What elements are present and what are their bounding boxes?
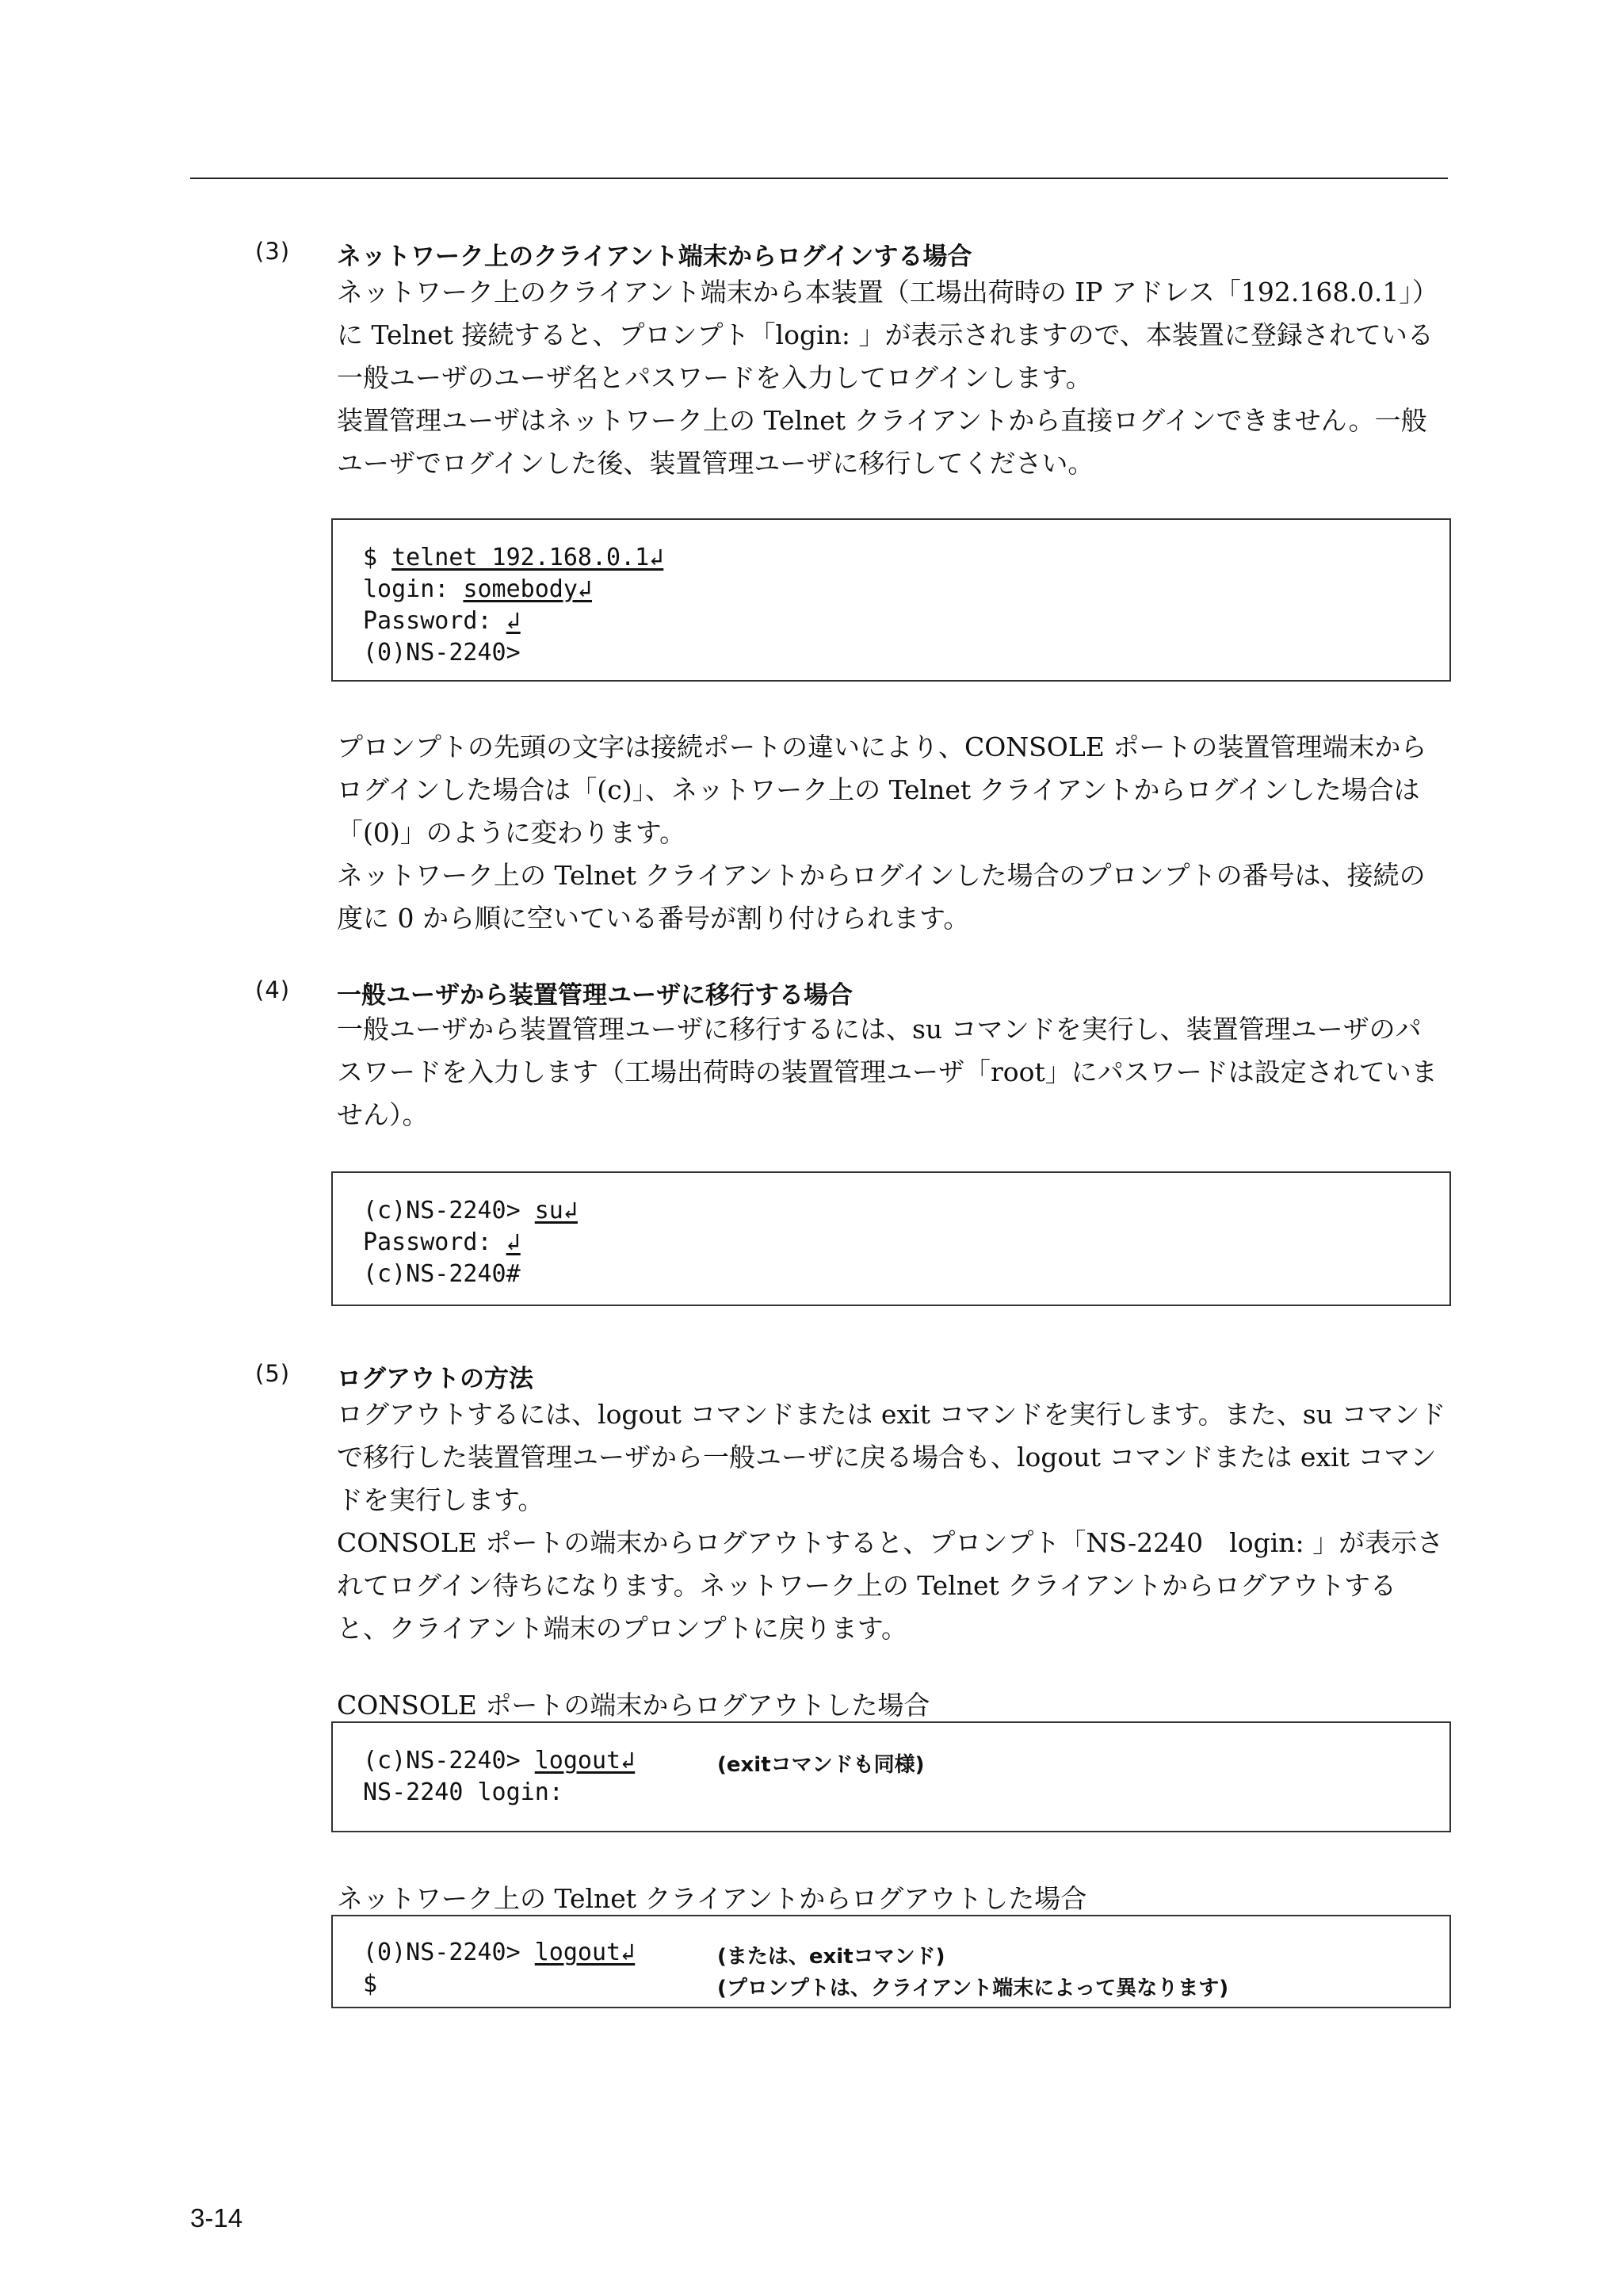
- terminal-note-prompt-varies: (プロンプトは、クライアント端末によって異なります): [717, 1977, 1229, 2000]
- terminal-output: $: [363, 1970, 378, 1998]
- section-3-paragraph-2: 装置管理ユーザはネットワーク上の Telnet クライアントから直接ログインできません。一般ユーザでログインした後、装置管理ユーザに移行してください。: [337, 405, 1427, 479]
- terminal-input-password: ↲: [506, 1228, 521, 1256]
- section-5-body: [337, 1393, 1446, 1650]
- section-4-number: (4): [255, 976, 291, 1003]
- section-3-after-body: [337, 726, 1446, 940]
- section-4-title: 一般ユーザから装置管理ユーザに移行する場合: [337, 981, 853, 1010]
- terminal-console-logout-text: [363, 1745, 635, 1809]
- terminal-input-password: ↲: [506, 607, 521, 635]
- terminal-note-or-exit: (または、exitコマンド): [717, 1945, 945, 1969]
- terminal-prompt: login:: [363, 575, 464, 603]
- section-3-title: ネットワーク上のクライアント端末からログインする場合: [337, 243, 972, 271]
- section-5-number: (5): [255, 1360, 291, 1387]
- section-5-title: ログアウトの方法: [337, 1365, 533, 1393]
- terminal-prompt: (c)NS-2240>: [363, 1197, 535, 1224]
- section-3-body: [337, 271, 1446, 485]
- page-number: 3-14: [190, 2203, 243, 2233]
- terminal-prompt: Password:: [363, 607, 506, 635]
- caption-console-logout: CONSOLE ポートの端末からログアウトした場合: [337, 1690, 930, 1721]
- terminal-telnet-logout-text: [363, 1937, 635, 2000]
- section-3-number: (3): [255, 238, 291, 265]
- terminal-input-username: somebody↲: [463, 575, 592, 603]
- section-5-paragraph-1: ログアウトするには、logout コマンドまたは exit コマンドを実行します。また、su コマンドで移行した装置管理ユーザから一般ユーザに戻る場合も、logout コマンドまたは exit コマンドを実行します。: [337, 1399, 1446, 1515]
- caption-telnet-logout: ネットワーク上の Telnet クライアントからログアウトした場合: [337, 1883, 1087, 1914]
- terminal-input-logout: logout↲: [534, 1747, 636, 1775]
- terminal-prompt: $: [363, 544, 392, 571]
- terminal-input-telnet: telnet 192.168.0.1↲: [391, 544, 664, 571]
- terminal-output: (c)NS-2240#: [363, 1260, 521, 1288]
- section-4-paragraph: 一般ユーザから装置管理ユーザに移行するには、su コマンドを実行し、装置管理ユーザのパスワードを入力します（工場出荷時の装置管理ユーザ「root」にパスワードは設定されていません）。: [337, 1014, 1438, 1130]
- terminal-input-su: su↲: [534, 1197, 578, 1224]
- header-rule: [190, 178, 1448, 179]
- section-3-paragraph-1: ネットワーク上のクライアント端末から本装置（工場出荷時の IP アドレス「192.168.0.1」）に Telnet 接続すると、プロンプト「login: 」が表示されますので、本装置に登録されている一般ユーザのユーザ名とパスワードを入力してログインします。: [337, 277, 1438, 393]
- terminal-output: (0)NS-2240>: [363, 639, 521, 667]
- terminal-output: NS-2240 login:: [363, 1778, 563, 1806]
- terminal-note-exit-same: (exitコマンドも同様): [717, 1753, 925, 1777]
- section-4-body: [337, 1008, 1446, 1137]
- terminal-su-text: [363, 1195, 578, 1290]
- section-3-after-paragraph-2: ネットワーク上の Telnet クライアントからログインした場合のプロンプトの番号は、接続の度に 0 から順に空いている番号が割り付けられます。: [337, 860, 1426, 934]
- terminal-input-logout: logout↲: [534, 1939, 636, 1966]
- section-3-after-paragraph-1: プロンプトの先頭の文字は接続ポートの違いにより、CONSOLE ポートの装置管理端末からログインした場合は「(c)」、ネットワーク上の Telnet クライアントからログインした場合は「(0)」のように変わります。: [337, 732, 1427, 848]
- terminal-login-text: [363, 542, 663, 669]
- section-5-paragraph-2: CONSOLE ポートの端末からログアウトすると、プロンプト「NS-2240 login: 」が表示されてログイン待ちになります。ネットワーク上の Telnet クライアントからログアウトすると、クライアント端末のプロンプトに戻ります。: [337, 1527, 1444, 1644]
- terminal-prompt: (0)NS-2240>: [363, 1939, 535, 1966]
- terminal-prompt: (c)NS-2240>: [363, 1747, 535, 1775]
- terminal-prompt: Password:: [363, 1228, 506, 1256]
